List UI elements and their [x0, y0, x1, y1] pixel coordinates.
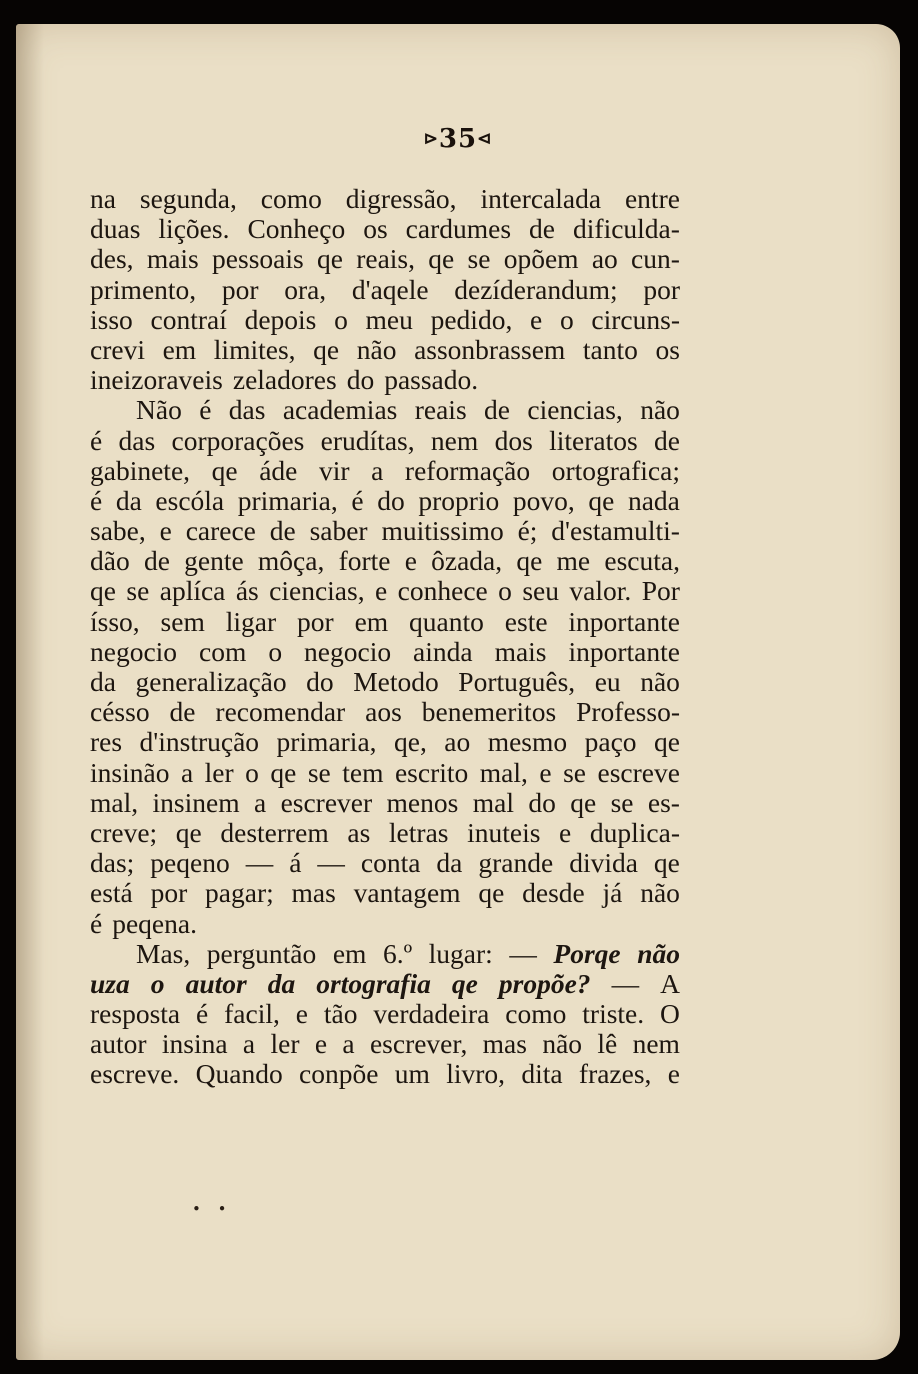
text-line — [90, 727, 680, 757]
word: qe — [588, 484, 615, 516]
word: tem — [342, 756, 384, 788]
word: o — [559, 303, 574, 335]
word: qe — [428, 243, 455, 275]
word: em — [332, 937, 367, 969]
word: digressão, — [345, 183, 457, 214]
word: ao — [591, 243, 618, 275]
word: á — [289, 847, 302, 879]
word: Conheço — [247, 213, 346, 245]
word: pedido, — [430, 303, 513, 335]
word: d'instrução — [139, 726, 260, 758]
word: das — [228, 394, 266, 426]
word: não — [640, 877, 680, 909]
word: peqena. — [112, 907, 197, 939]
word: a — [371, 454, 384, 486]
word: inuteis — [467, 816, 541, 848]
word: ao — [444, 726, 471, 758]
word: não — [356, 333, 397, 365]
word: inportante — [568, 635, 680, 667]
word: não — [542, 1028, 583, 1060]
word: ora, — [284, 273, 327, 305]
word: desde — [522, 877, 585, 909]
word: com — [199, 635, 247, 667]
word: qe — [478, 877, 505, 909]
word: ler — [204, 756, 234, 788]
text-line — [90, 395, 680, 425]
word: autor — [90, 1028, 147, 1060]
word: vir — [318, 454, 350, 486]
text-line — [90, 426, 680, 456]
word: dão — [90, 545, 130, 577]
word: primaria, — [237, 484, 338, 516]
word: como — [260, 183, 322, 214]
word: tanto — [582, 333, 638, 365]
word: está — [90, 877, 133, 909]
text-line — [90, 878, 680, 908]
folio-right-ornament: ⊲ — [477, 129, 493, 149]
word: escreve. — [90, 1058, 180, 1090]
word: aos — [365, 696, 402, 728]
text-line — [90, 184, 680, 214]
word: mais — [146, 243, 199, 275]
word: e — [314, 1028, 328, 1060]
word: desterrem — [220, 816, 329, 848]
word: frazes, — [578, 1058, 652, 1090]
word: este — [504, 605, 548, 637]
word: 6.º — [382, 937, 413, 969]
word: verdadeira — [373, 998, 490, 1030]
word: do — [346, 364, 375, 396]
text-line — [90, 697, 680, 727]
word: perguntão — [206, 937, 317, 969]
word: insina — [161, 1028, 228, 1060]
text-line — [90, 909, 680, 939]
word: nada — [627, 484, 680, 516]
word: res — [90, 726, 123, 758]
word: mas — [291, 877, 336, 909]
text-line — [90, 999, 680, 1029]
word: cun- — [631, 243, 680, 275]
word: se — [126, 575, 150, 607]
word: zeladores — [232, 364, 337, 396]
word: escuta, — [604, 545, 680, 577]
word: resposta — [90, 998, 181, 1030]
word: escrever, — [369, 1028, 468, 1060]
word: Não — [136, 394, 182, 426]
word: dos — [494, 424, 533, 456]
word: Mas, — [136, 937, 191, 969]
word: depois — [244, 303, 317, 335]
word: pagar; — [205, 877, 274, 909]
word: qe — [570, 786, 597, 818]
word: — — [509, 937, 537, 969]
word: o — [245, 756, 259, 788]
word: qe, — [393, 726, 427, 758]
text-line — [90, 486, 680, 516]
text-line — [90, 788, 680, 818]
word: de — [169, 696, 196, 728]
word: insinem — [152, 786, 240, 818]
word: é — [351, 484, 364, 516]
word: e — [539, 756, 552, 788]
word: da — [436, 847, 463, 879]
word: seu — [522, 575, 559, 607]
text-line — [90, 969, 680, 999]
word: primento, — [90, 273, 197, 305]
word: da — [115, 484, 142, 516]
word: muitissimo — [381, 515, 504, 547]
page-header — [16, 124, 900, 154]
word: das; — [90, 847, 135, 879]
word: os — [363, 213, 388, 245]
word: e — [667, 1058, 680, 1090]
word: como — [505, 998, 567, 1030]
word: d'aqele — [351, 273, 429, 305]
word: dezíderandum; — [454, 273, 618, 305]
word: nem — [632, 1028, 680, 1060]
word: peqeno — [150, 847, 230, 879]
text-line — [90, 516, 680, 546]
word: paço — [584, 726, 637, 758]
word: dita — [521, 1058, 563, 1090]
word: de — [484, 394, 510, 426]
text-line — [90, 546, 680, 576]
word: — — [611, 967, 640, 999]
word: Quando — [195, 1058, 283, 1090]
word: d'estamulti- — [551, 515, 680, 547]
word: se — [467, 243, 491, 275]
signature-mark: • • — [192, 1200, 233, 1218]
word: pessoais — [212, 243, 304, 275]
word: ligar — [225, 605, 277, 637]
word: em — [162, 333, 197, 365]
word: o — [268, 635, 283, 667]
word: o — [334, 303, 348, 335]
word: primaria, — [276, 726, 377, 758]
word: qe — [316, 243, 343, 275]
word: aplíca — [159, 575, 226, 607]
word: assonbrassem — [414, 333, 566, 365]
word: reais — [414, 394, 467, 426]
word: generalização — [135, 666, 287, 697]
word: Porqe — [553, 937, 621, 969]
word: grande — [478, 847, 554, 879]
text-line — [90, 818, 680, 848]
word: em — [354, 605, 389, 637]
word: dificulda- — [573, 213, 680, 245]
page-edge-shadow — [16, 24, 44, 1360]
word: Português, — [458, 666, 576, 697]
word: ciencias, — [269, 575, 365, 607]
word: isso — [90, 303, 133, 335]
word: áde — [259, 454, 298, 486]
text-line — [90, 667, 680, 697]
word: de — [529, 213, 556, 245]
body-text — [90, 184, 680, 1090]
word: autor — [185, 967, 247, 999]
book-page — [16, 24, 900, 1360]
word: as — [347, 816, 371, 848]
word: ciencias, — [527, 394, 623, 426]
word: mais — [494, 635, 547, 667]
word: O — [660, 998, 680, 1030]
word: segunda, — [139, 183, 237, 214]
word: limites, — [213, 333, 296, 365]
word: corporações — [171, 424, 305, 456]
word: propõe? — [498, 967, 591, 999]
word: erudítas, — [320, 424, 415, 456]
word: proprio — [418, 484, 500, 516]
word: crevi — [90, 333, 145, 365]
word: carece — [185, 515, 256, 547]
word: meu — [365, 303, 413, 335]
word: ortografia — [316, 967, 431, 999]
text-line — [90, 758, 680, 788]
text-line — [90, 1029, 680, 1059]
word: divida — [569, 847, 638, 879]
text-line — [90, 637, 680, 667]
word: mas — [482, 1028, 527, 1060]
word: de — [143, 545, 170, 577]
word: escrever — [280, 786, 373, 818]
word: qe — [653, 726, 680, 758]
text-line — [90, 456, 680, 486]
word: mal — [472, 786, 514, 818]
folio-left-ornament: ⊳ — [423, 129, 439, 149]
word: academias — [282, 394, 398, 426]
word: Por — [641, 575, 680, 607]
word: letras — [388, 816, 449, 848]
word: e — [295, 998, 308, 1030]
word: é — [90, 907, 103, 939]
word: na — [90, 183, 116, 214]
word: do — [306, 666, 334, 697]
word: sem — [160, 605, 205, 637]
word: tão — [323, 998, 358, 1030]
text-line — [90, 305, 680, 335]
word: reais, — [356, 243, 415, 275]
word: circuns- — [591, 303, 680, 335]
word: saber — [309, 515, 368, 547]
word: A — [660, 967, 680, 999]
word: por — [221, 273, 259, 305]
word: conta — [360, 847, 421, 879]
word: conpõe — [299, 1058, 379, 1090]
word: escreve — [597, 756, 680, 788]
word: facil, — [224, 998, 280, 1030]
word: ineizoraveis — [90, 364, 223, 396]
word: por — [297, 605, 334, 637]
text-line — [90, 939, 680, 969]
word: ôzada, — [431, 545, 503, 577]
word: de — [269, 515, 296, 547]
word: o — [498, 575, 512, 607]
word: mal, — [479, 756, 528, 788]
word: a — [180, 756, 194, 788]
word: uza — [90, 967, 130, 999]
word: lugar: — [428, 937, 493, 969]
text-line — [90, 848, 680, 878]
word: mesmo — [487, 726, 568, 758]
word: césso — [90, 696, 150, 728]
word: forte — [338, 545, 391, 577]
word: ler — [270, 1028, 300, 1060]
word: os — [655, 333, 680, 365]
word: da — [90, 666, 116, 697]
word: não — [640, 666, 680, 697]
word: da — [267, 967, 296, 999]
word: ísso, — [90, 605, 140, 637]
word: gabinete, — [90, 454, 191, 486]
word: e — [530, 303, 543, 335]
word: Metodo — [353, 666, 439, 697]
word: a — [242, 1028, 256, 1060]
word: inportante — [568, 605, 680, 637]
word: — — [245, 847, 274, 879]
word: qe — [270, 756, 297, 788]
word: já — [602, 877, 623, 909]
word: opõem — [503, 243, 579, 275]
text-line — [90, 275, 680, 305]
word: des, — [90, 243, 134, 275]
word: por — [150, 877, 188, 909]
word: é — [196, 998, 209, 1030]
word: e — [375, 575, 388, 607]
word: se — [610, 786, 634, 818]
word: recomendar — [215, 696, 346, 728]
word: e — [159, 515, 172, 547]
word: lições. — [158, 213, 230, 245]
word: cardumes — [405, 213, 512, 245]
word: qe — [313, 333, 340, 365]
word: é; — [517, 515, 538, 547]
word: menos — [386, 786, 459, 818]
word: qe — [90, 575, 116, 607]
word: — — [317, 847, 345, 879]
word: literatos — [549, 424, 638, 456]
word: qe — [175, 816, 202, 848]
word: reformação — [404, 454, 531, 486]
word: sabe, — [90, 515, 146, 547]
word: um — [394, 1058, 430, 1090]
word: não — [637, 937, 680, 969]
word: me — [556, 545, 591, 577]
word: não — [640, 394, 680, 426]
word: por — [643, 273, 680, 305]
word: e — [404, 545, 417, 577]
page-number: 35 — [438, 124, 478, 154]
word: qe — [653, 847, 680, 879]
word: o — [150, 967, 165, 999]
word: môça, — [257, 545, 325, 577]
word: qe — [516, 545, 543, 577]
word: es- — [647, 786, 680, 818]
word: negocio — [90, 635, 178, 667]
word: do — [377, 484, 405, 516]
word: benemeritos — [421, 696, 557, 728]
word: passado. — [384, 364, 479, 396]
word: qe — [451, 967, 478, 999]
word: duplica- — [589, 816, 680, 848]
word: nem — [430, 424, 479, 456]
word: ortografica; — [551, 454, 680, 486]
word: qe — [211, 454, 238, 486]
text-line — [90, 365, 680, 395]
word: contraí — [150, 303, 227, 335]
word: gente — [184, 545, 244, 577]
word: ás — [235, 575, 259, 607]
word: povo, — [512, 484, 575, 516]
text-line — [90, 244, 680, 274]
word: escrito — [394, 756, 469, 788]
word: e — [559, 816, 572, 848]
word: mal, — [90, 786, 139, 818]
word: valor. — [569, 575, 632, 607]
word: é — [199, 394, 212, 426]
word: a — [253, 786, 267, 818]
word: vantagem — [353, 877, 461, 909]
word: Professo- — [576, 696, 680, 728]
text-line — [90, 576, 680, 606]
text-line — [90, 335, 680, 365]
word: triste. — [582, 998, 645, 1030]
text-line — [90, 1059, 680, 1089]
word: livro, — [446, 1058, 506, 1090]
word: é — [90, 484, 103, 516]
word: das — [118, 424, 156, 456]
word: ainda — [413, 635, 473, 667]
text-line — [90, 214, 680, 244]
word: é — [90, 424, 103, 456]
word: eu — [594, 666, 621, 697]
word: negocio — [304, 635, 392, 667]
word: se — [563, 756, 586, 788]
word: quanto — [409, 605, 484, 637]
word: duas — [90, 213, 141, 245]
word: se — [307, 756, 331, 788]
word: entre — [624, 183, 680, 214]
word: intercalada — [480, 183, 602, 214]
word: creve; — [90, 816, 158, 848]
word: conhece — [397, 575, 488, 607]
word: insinão — [90, 756, 170, 788]
text-line — [90, 607, 680, 637]
word: do — [528, 786, 556, 818]
word: escóla — [155, 484, 225, 516]
word: lê — [597, 1028, 618, 1060]
word: de — [654, 424, 680, 456]
word: a — [342, 1028, 355, 1060]
